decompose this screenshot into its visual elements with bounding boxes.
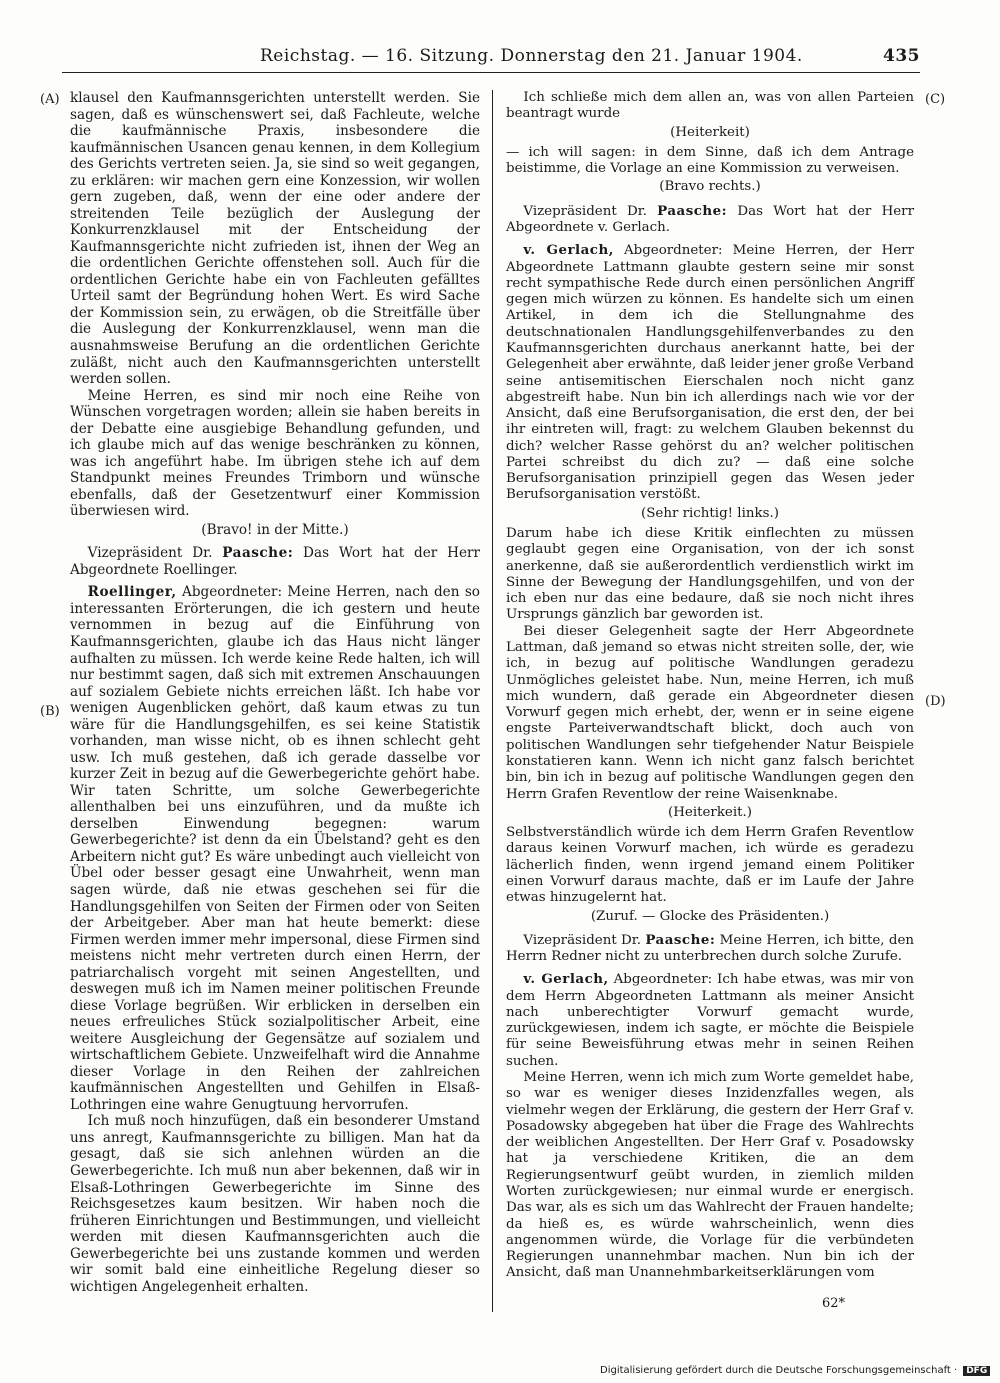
reaction: (Zuruf. — Glocke des Präsidenten.)	[590, 908, 830, 924]
speech-text: Abgeordneter: Meine Herren, der Herr Abgeordnete Lattmann glaubte gestern seine mir sonst recht sympathische Rede durch einen persönlichen Angriff gegen mich würzen zu können. Es handelte sich um einen Artikel, in dem ich die Stellungnahme des deutschnationalen Handlungsgehilfenverbandes zu den Kaufmannsgerichten durchaus anerkannt hatte, bei der Gelegenheit aber erwähnte, daß leider jener große Verband seine antisemitischen Eierschalen noch nicht ganz abgestreift habe. Nun bin ich allerdings nach wie vor der Ansicht, daß eine Berufsorganisation, die erst den, der bei ihr eintreten will, fragt: zu welchem Glauben bekennst du dich? welcher Rasse gehörst du an? welcher politischen Partei schreibst du dich zu? — daß eine solche Berufsorganisation prinzipiell gegen das Wesen jeder Berufsorganisation verstößt.	[506, 243, 914, 503]
vice-president-remark	[506, 203, 914, 237]
speaker-name: v. Gerlach,	[523, 242, 614, 259]
footer-text: Digitalisierung gefördert durch die Deutsche Forschungsgemeinschaft ·	[600, 1365, 958, 1376]
speaker-name: Paasche:	[657, 202, 728, 219]
margin-mark-c: (C)	[925, 92, 946, 107]
speech-text: Abgeordneter: Ich habe etwas, was mir von dem Herrn Abgeordneten Lattmann als meiner Ansicht nach unberechtigter Vorwurf gemacht wurde, zurückgewiesen, indem ich sagte, er möchte die Beispiele für seine Beweisführung etwas mehr in seinen Reihen suchen.	[506, 972, 914, 1069]
speaker-title: Vizepräsident Dr.	[87, 545, 223, 562]
margin-mark-a: (A)	[40, 92, 60, 107]
speech-text: Das Wort hat der Herr Abgeordnete Roellinger.	[70, 545, 480, 578]
paragraph: — ich will sagen: in dem Sinne, daß ich dem Antrage beistimme, die Vorlage an eine Kommission zu verweisen.	[506, 144, 914, 177]
footer	[600, 1365, 990, 1376]
reaction: (Heiterkeit)	[670, 124, 750, 140]
vice-president-remark	[70, 545, 480, 578]
dfg-logo: DFG	[963, 1366, 990, 1376]
speaker-name: Paasche:	[645, 931, 716, 948]
left-column	[70, 90, 480, 1295]
reaction: (Bravo! in der Mitte.)	[201, 521, 349, 538]
speech-paragraph	[506, 242, 914, 504]
reaction: (Heiterkeit.)	[668, 804, 752, 820]
reaction: (Bravo rechts.)	[659, 179, 761, 195]
margin-mark-b: (B)	[40, 704, 60, 719]
speaker-title: Vizepräsident Dr.	[523, 203, 658, 219]
header-rule	[62, 72, 920, 73]
paragraph: Bei dieser Gelegenheit sagte der Herr Abgeordnete Lattman, daß jemand so etwas nicht streiten solle, der, wie ich, in bezug auf politische Wandlungen geradezu Unmögliches geleistet habe. Nun, meine Herren, ich muß mich wundern, daß gerade ein Abgeordneter diesen Vorwurf gegen mich erhebt, der, wenn er in seine eigene engste Parteiverwandtschaft blickt, doch auch von politischen Wandlungen sehr tiefgehender Natur Beispiele konstatieren kann. Wenn ich nicht ganz falsch berichtet bin, bin ich in bezug auf politische Wandlungen gegen den Herrn Grafen Reventlow der reine Waisenknabe.	[506, 623, 914, 802]
paragraph: Ich schließe mich dem allen an, was von allen Parteien beantragt wurde	[506, 90, 914, 122]
header-title: Reichstag. — 16. Sitzung. Donnerstag den 21. Januar 1904.	[260, 46, 803, 66]
paragraph: Selbstverständlich würde ich dem Herrn Grafen Reventlow daraus keinen Vorwurf machen, ich würde es geradezu lächerlich finden, wenn irgend jemand einem Politiker einen Vorwurf daraus machte, daß er im Laufe der Jahre etwas hinzugelernt hat.	[506, 825, 914, 906]
speaker-title: Vizepräsident Dr.	[523, 932, 646, 948]
paragraph: Darum habe ich diese Kritik einflechten zu müssen geglaubt gegen eine Organisation, von der ich sonst anerkenne, daß sie außerordentlich verdienstlich wirkt im Sinne der Bewegung der Handlungsgehilfen, und von der ich eben nur das eine bedaure, daß sie noch nicht ihres Ursprungs gänzlich bar geworden ist.	[506, 526, 914, 623]
paragraph: klausel den Kaufmannsgerichten unterstellt werden. Sie sagen, daß es wünschenswert sei, daß Fachleute, welche die kaufmännische Praxis, insbesondere die kaufmännischen Usancen genau kennen, in dem Kollegium des Gerichts vertreten seien. Ja, sie sind so weit gegangen, zu erklären: wir machen gern eine Konzession, wir wollen gern zugeben, daß, wenn der eine oder andere der streitenden Teile bezüglich der Auslegung der Konkurrenzklausel mit der Entscheidung der Kaufmannsgerichte nicht zufrieden ist, ihnen der Weg an die ordentlichen Gerichte offenstehen soll. Auch für die ordentlichen Gerichte habe ein von Fachleuten gefälltes Urteil samt der Begründung hohen Wert. Es wird Sache der Kommission sein, zu erwägen, ob die Streitfälle über die Auslegung der Konkurrenzklausel, wenn man die ausnahmsweise Berufung an die ordentlichen Gerichte zuläßt, nicht auch den Kaufmannsgerichten unterstellt werden sollen.	[70, 90, 480, 388]
right-column	[506, 90, 914, 1282]
speech-text: Meine Herren, ich bitte, den Herrn Redner nicht zu unterbrechen durch solche Zurufe.	[506, 932, 914, 965]
speech-text: Abgeordneter: Meine Herren, nach den so interessanten Erörterungen, die ich gestern und heute vernommen in bezug auf die Einführung von Kaufmannsgerichten, glaube ich das Haus nicht länger aufhalten zu müssen. Ich werde keine Rede halten, ich will nur bestimmt sagen, daß sich mit extremen Anschauungen auf sozialem Gebiete nichts erreichen läßt. Ich habe vor wenigen Augenblicken gehört, daß kaum etwas zu tun wäre für die Handlungsgehilfen, es sei keine Statistik vorhanden, man wisse nicht, ob es ihnen schlecht geht usw. Ich muß gestehen, daß ich gerade dasselbe vor kurzer Zeit in bezug auf die Gewerbegerichte gehört habe. Wir taten Schritte, um solche Gewerbegerichte allenthalben bei uns einzuführen, und da mußte ich derselben Einwendung begegnen: warum Gewerbegerichte? ist denn da ein Übelstand? geht es den Arbeitern nicht gut? Es wäre unbedingt auch vielleicht von Übel oder besser gesagt eine Unwahrheit, wenn man sagen würde, daß nie etwas geschehen sei für die Handlungsgehilfen von Seiten der Firmen oder von Seiten der Arbeitgeber. Aber man hat heute bemerkt: diese Firmen werden immer mehr impersonal, diese Firmen sind meistens nicht mehr vertreten durch einen Herrn, der patriarchalisch vorgeht mit seinen Angestellten, und deswegen muß ich im Namen meiner politischen Freunde diese Vorlage begrüßen. Wir erblicken in derselben ein neues erfreuliches Stück sozialpolitischer Arbeit, eine weitere Ausgleichung der Gegensätze auf sozialem und wirtschaftlichem Gebiete. Unzweifelhaft wird die Annahme dieser Vorlage in den Reihen der zahlreichen kaufmännischen Angestellten und Gehilfen in Elsaß-Lothringen eine wahre Genugtuung hervorrufen.	[70, 584, 480, 1113]
paragraph: Ich muß noch hinzufügen, daß ein besonderer Umstand uns anregt, Kaufmannsgerichte zu billigen. Man hat da gesagt, daß sie sich anlehnen würden an die Gewerbegerichte. Ich muß nun aber bekennen, daß wir in Elsaß-Lothringen Gewerbegerichte im Sinne des Reichsgesetzes kaum besitzen. Wir haben noch die früheren Einrichtungen und Bestimmungen, und vielleicht werden mit diesen Kaufmannsgerichten auch die Gewerbegerichte bei uns zustande kommen und werden wir somit bald eine einheitliche Regelung dieser so wichtigen Angelegenheit erhalten.	[70, 1113, 480, 1295]
vice-president-remark	[506, 932, 914, 966]
speech-paragraph	[70, 584, 480, 1113]
margin-mark-d: (D)	[925, 694, 946, 709]
signature-mark: 62*	[822, 1296, 846, 1311]
paragraph: Meine Herren, es sind mir noch eine Reihe von Wünschen vorgetragen worden; allein sie haben bereits in der Debatte eine ausgiebige Behandlung gefunden, und ich glaube mich auf das wenige beschränken zu können, was ich angeführt habe. Im übrigen stehe ich auf dem Standpunkt meines Freundes Trimborn und wünsche ebenfalls, daß der Gesetzentwurf einer Kommission überwiesen wird.	[70, 387, 480, 520]
column-divider	[492, 90, 493, 1312]
paragraph: Meine Herren, wenn ich mich zum Worte gemeldet habe, so war es weniger dieses Inzidenzfalles wegen, als vielmehr wegen der Erklärung, die gestern der Herr Graf v. Posadowsky abgegeben hat über die Frage des Wahlrechts der weiblichen Angestellten. Der Herr Graf v. Posadowsky hat ja verschiedene Kritiken, die an dem Regierungsentwurf geübt wurden, in ziemlich milden Worten zurückgewiesen; nur einmal wurde er energisch. Das war, als es sich um das Wahlrecht der Frauen handelte; da hieß es, es würde wahrscheinlich, wenn dies angenommen würde, die Vorlage für die verbündeten Regierungen unannehmbar machen. Nun bin ich der Ansicht, daß man Unannehmbarkeitserklärungen vom	[506, 1070, 914, 1281]
speaker-name: Paasche:	[222, 545, 294, 562]
speech-paragraph	[506, 971, 914, 1070]
running-header	[60, 44, 920, 70]
page-number: 435	[883, 46, 920, 66]
speaker-name: v. Gerlach,	[523, 971, 609, 988]
reaction: (Sehr richtig! links.)	[641, 505, 779, 521]
speech-text: Das Wort hat der Herr Abgeordnete v. Gerlach.	[506, 203, 914, 235]
speaker-name: Roellinger,	[87, 584, 177, 601]
